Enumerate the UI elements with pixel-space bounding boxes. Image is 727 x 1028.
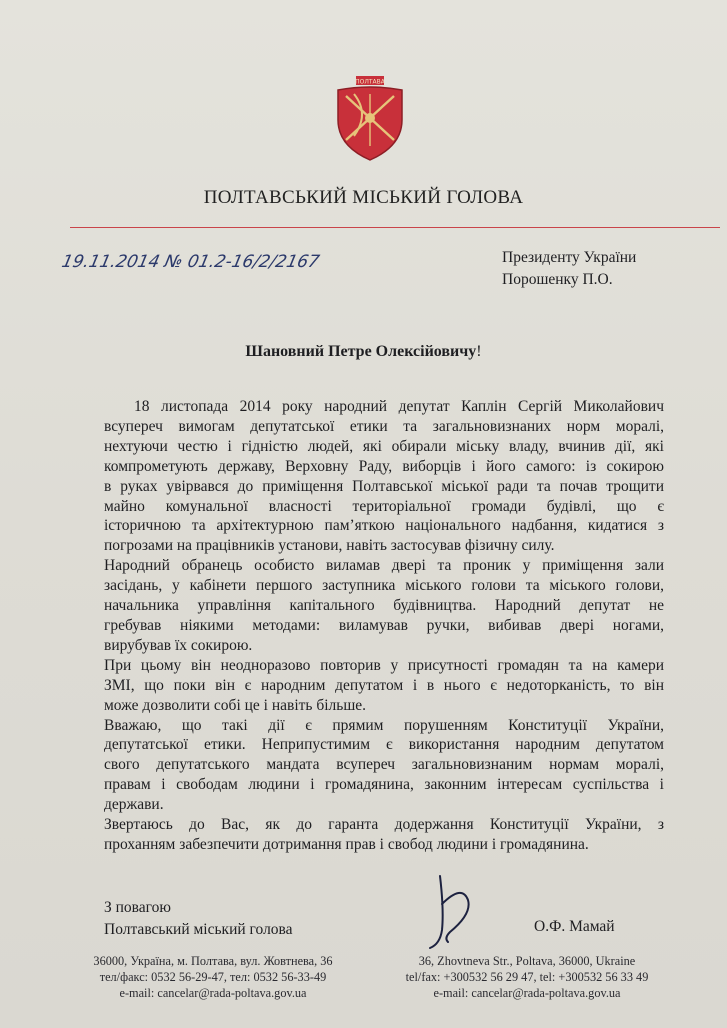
signature-icon [418, 870, 488, 950]
text-line: свого депутатського мандата всупереч загальновизнаним нормам моралі, [104, 756, 664, 774]
recipient-title: Президенту України [502, 249, 637, 266]
signer-name: О.Ф. Мамай [534, 918, 615, 935]
footer-phones: tel/fax: +300532 56 29 47, tel: +300532 56 33 49 [405, 970, 649, 984]
paragraph-2 [104, 556, 664, 656]
page-title: ПОЛТАВСЬКИЙ МІСЬКИЙ ГОЛОВА [203, 187, 524, 208]
text-line: При цьому він неодноразово повторив у присутності громадян та на камери [104, 656, 664, 674]
footer-address: 36000, Україна, м. Полтава, вул. Жовтнева, 36 [93, 954, 333, 968]
letter-body [104, 397, 664, 855]
text-line: ЗМІ, що поки він є народним депутатом і в нього є недоторканість, то він [104, 676, 664, 694]
city-crest-icon [330, 74, 410, 162]
text-line: депутатської етики. Неприпустимим є використання народним депутатом [104, 736, 664, 754]
text-line: в руках увірвався до приміщення Полтавської міської ради та почав трощити [104, 477, 664, 495]
salutation [0, 343, 727, 361]
text-line: Народний обранець особисто виламав двері та проник у приміщення зали [104, 557, 664, 575]
paragraph-1 [104, 397, 664, 556]
text-line: майно комунальної власності територіальної громади будівлі, що є [104, 497, 664, 515]
paragraph-5 [104, 815, 664, 855]
footer-address: 36, Zhovtneva Str., Poltava, 36000, Ukraine [418, 954, 636, 968]
text-line: правам і свободам людини і громадянина, законним інтересам суспільства і [104, 776, 664, 794]
paragraph-4 [104, 716, 664, 816]
footer-email: e-mail: cancelar@rada-poltava.gov.ua [433, 986, 621, 1000]
text-line: Звертаюсь до Вас, як до гаранта додержання Конституції України, з [104, 816, 664, 834]
text-line: компрометують державу, Верховну Раду, виборців і його самого: із сокирою [104, 457, 664, 475]
salutation-mark: ! [476, 343, 482, 360]
text-line: погрозами на працівників установи, навіть застосував фізичну силу. [104, 537, 555, 555]
text-line: історичною та архітектурною пам’яткою національного надбання, кидатися з [104, 517, 664, 535]
closing-regards: З повагою [104, 899, 171, 916]
svg-text:ПОЛТАВА: ПОЛТАВА [355, 78, 385, 86]
footer-phones: тел/факс: 0532 56-29-47, тел: 0532 56-33-49 [99, 970, 327, 984]
paragraph-3 [104, 656, 664, 716]
footer-english [372, 953, 682, 1001]
text-line: всупереч вимогам депутатської етики та загальновизнаних норм моралі, [104, 417, 664, 435]
footer-ukrainian [58, 953, 368, 1001]
text-line: держави. [104, 796, 164, 814]
text-line: нехтуючи честю і гідністю людей, які обирали міську владу, вчинив дії, які [104, 437, 664, 455]
closing-position: Полтавський міський голова [104, 921, 293, 938]
text-line: може дозволити собі це і навіть більше. [104, 696, 367, 714]
text-line: начальника управління капітального будівництва. Народний депутат не [104, 597, 664, 615]
text-line: вирубував їх сокирою. [104, 636, 253, 654]
text-line: 18 листопада 2014 року народний депутат Каплін Сергій Миколайович [134, 398, 664, 415]
text-line: проханням забезпечити дотримання прав і свобод людини і громадянина. [104, 835, 589, 853]
recipient-name: Порошенку П.О. [502, 271, 613, 288]
footer-email: e-mail: cancelar@rada-poltava.gov.ua [119, 986, 307, 1000]
closing-block [104, 897, 293, 941]
text-line: гребував ніякими методами: виламував ручки, вибивав двері ногами, [104, 616, 664, 634]
registration-handwriting: 19.11.2014 № 01.2-16/2/2167 [59, 252, 322, 272]
text-line: засідань, у кабінети першого заступника міського голови та міського голови, [104, 577, 664, 595]
recipient-block [502, 247, 636, 291]
text-line: Вважаю, що такі дії є прямим порушенням Конституції України, [104, 716, 664, 734]
salutation-text: Шановний Петре Олексійовичу [245, 343, 477, 360]
header-divider [70, 227, 720, 228]
